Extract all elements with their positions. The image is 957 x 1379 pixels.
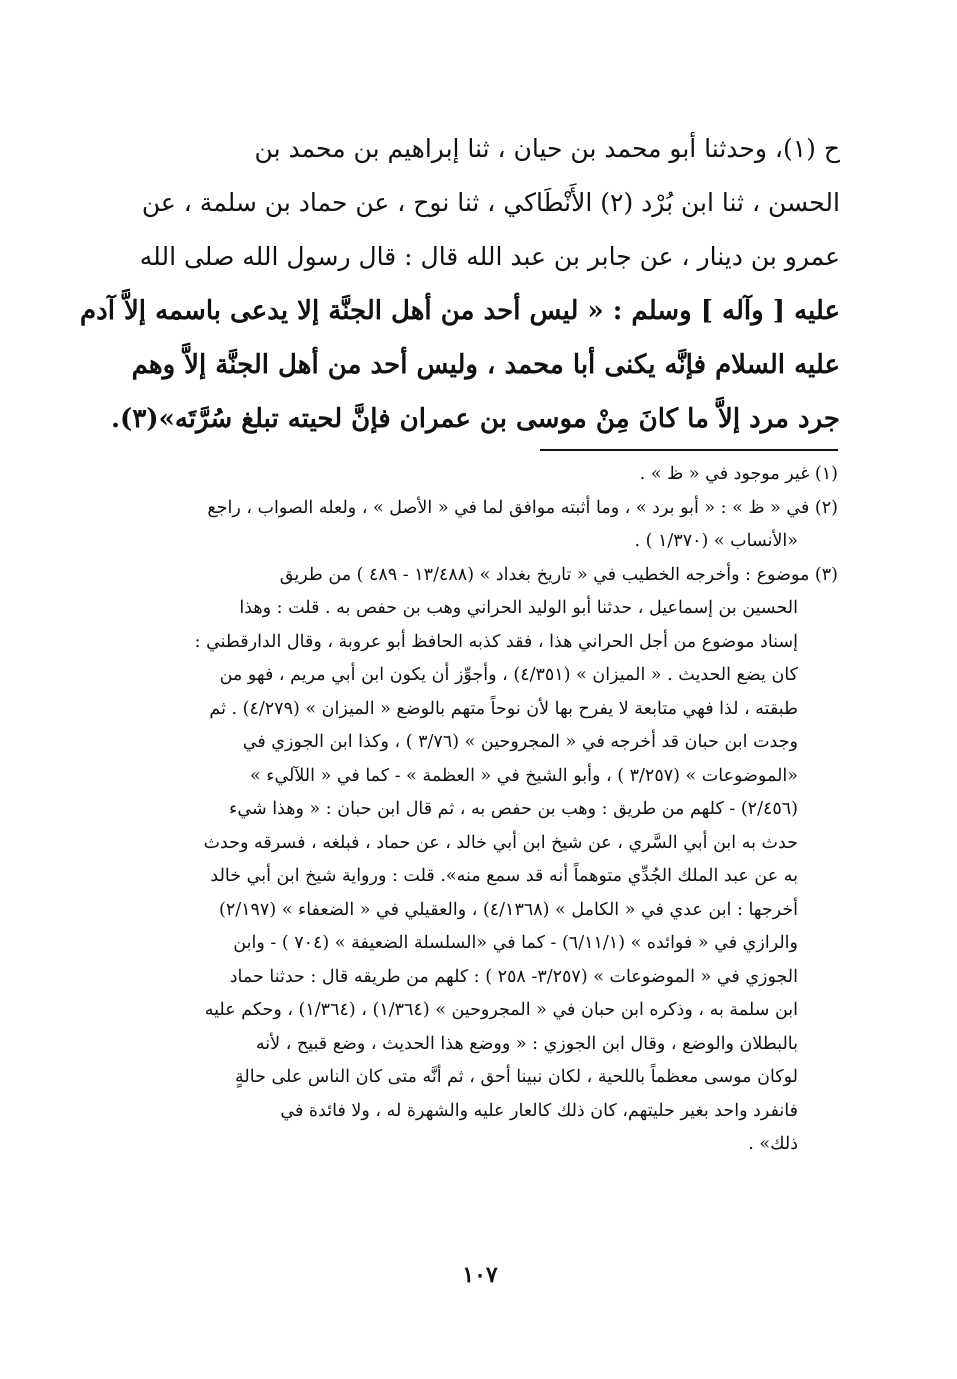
footnote-line: «الأنساب » (١/٣٧٠ ) .: [634, 531, 798, 551]
footnote-line: إسناد موضوع من أجل الحراني هذا ، فقد كذبه الحافظ أبو عروبة ، وقال الدارقطني :: [194, 631, 798, 652]
footnote-line: طبقته ، لذا فهي متابعة لا يفرح بها لأن نوحاً متهم بالوضع « الميزان » (٤/٢٧٩) . ثم: [209, 698, 798, 719]
footnote-line: وجدت ابن حبان قد أخرجه في « المجروحين » (٣/٧٦ ) ، وكذا ابن الجوزي في: [242, 732, 798, 752]
footnote-line: به عن عبد الملك الجُدِّي متوهماً أنه قد سمع منه». قلت : ورواية شيخ ابن أبي خالد: [210, 866, 798, 886]
footnotes: [158, 458, 838, 1162]
page-number: ١٠٧: [462, 1262, 498, 1288]
footnote-line: الجوزي في « الموضوعات » (٣/٢٥٧- ٢٥٨ ) : كلهم من طريقه قال : حدثنا حماد: [229, 966, 798, 987]
footnote-line: «الموضوعات » (٣/٢٥٧ ) ، وأبو الشيخ في « العظمة » - كما في « اللآليء »: [249, 765, 798, 786]
main-text: [80, 122, 840, 446]
footnote-line: بالبطلان والوضع ، وقال ابن الجوزي : « ووضع هذا الحديث ، وضع قبيح ، لأنه: [255, 1033, 798, 1054]
main-line-2: الحسن ، ثنا ابن بُرْد (٢) الأَنْطَاكي ، ثنا نوح ، عن حماد بن سلمة ، عن: [141, 188, 840, 217]
footnote-line: (٢) في « ظ » : « أبو برد » ، وما أثبته موافق لما في « الأصل » ، ولعله الصواب ، راجع: [207, 497, 838, 518]
main-line-6: جرد مرد إلاَّ ما كانَ مِنْ موسى بن عمران فإنَّ لحيته تبلغ سُرَّتَه»(٣).: [110, 404, 840, 434]
footnote-line: أخرجها : ابن عدي في « الكامل » (٤/١٣٦٨) ، والعقيلي في « الضعفاء » (٢/١٩٧): [218, 899, 798, 920]
footnote-line: حدث به ابن أبي السَّري ، عن شيخ ابن أبي خالد ، عن حماد ، فبلغه ، فسرقه وحدث: [203, 832, 798, 853]
footnote-line: (١) غير موجود في « ظ » .: [639, 464, 838, 484]
footnote-line: فانفرد واحد بغير حليتهم، كان ذلك كالعار عليه والشهرة له ، ولا فائدة في: [280, 1100, 798, 1121]
footnote-line: كان يضع الحديث . « الميزان » (٤/٣٥١) ، وأجوِّز أن يكون ابن أبي مريم ، فهو من: [219, 665, 798, 685]
footnote-line: الحسين بن إسماعيل ، حدثنا أبو الوليد الحراني وهب بن حفص به . قلت : وهذا: [239, 598, 798, 618]
footnote-line: ذلك» .: [748, 1134, 798, 1154]
footnote-separator: [540, 449, 838, 451]
footnote-line: ابن سلمة به ، وذكره ابن حبان في « المجروحين » (١/٣٦٤) ، (١/٣٦٤) ، وحكم عليه: [204, 1000, 798, 1020]
main-line-1: ح (١)، وحدثنا أبو محمد بن حيان ، ثنا إبراهيم بن محمد بن: [254, 134, 840, 163]
footnote-line: والرازي في « فوائده » (٦/١١/١) - كما في «السلسلة الضعيفة » (٧٠٤ ) - وابن: [233, 933, 798, 953]
main-line-5: عليه السلام فإنَّه يكنى أبا محمد ، وليس أحد من أهل الجنَّة إلاَّ وهم: [131, 350, 840, 380]
footnote-line: (٣) موضوع : وأخرجه الخطيب في « تاريخ بغداد » (١٣/٤٨٨ - ٤٨٩ ) من طريق: [279, 564, 838, 585]
main-line-4: عليه [ وآله ] وسلم : « ليس أحد من أهل الجنَّة إلا يدعى باسمه إلاَّ آدم: [80, 296, 840, 326]
footnote-line: (٢/٤٥٦) - كلهم من طريق : وهب بن حفص به ، ثم قال ابن حبان : « وهذا شيء: [229, 799, 798, 819]
footnote-line: لوكان موسى معظماً باللحية ، لكان نبينا أحق ، ثم أنَّه متى كان الناس على حالةٍ: [235, 1067, 798, 1087]
main-line-3: عمرو بن دينار ، عن جابر بن عبد الله قال : قال رسول الله صلى الله: [139, 242, 840, 271]
